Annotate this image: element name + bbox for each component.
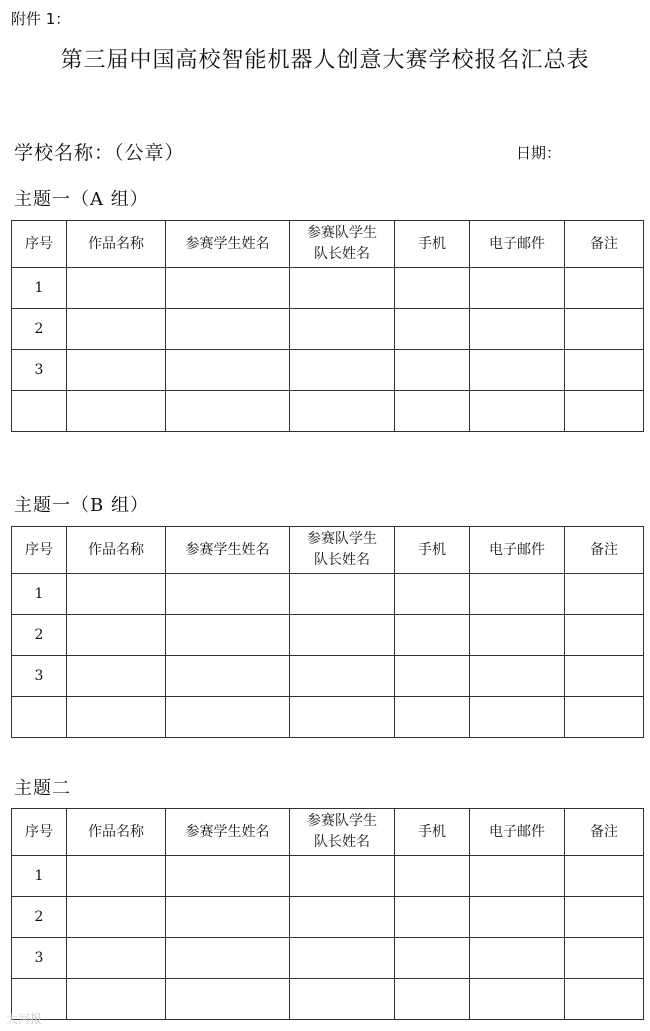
column-header: 参赛学生姓名	[166, 221, 290, 268]
entry-cell[interactable]	[166, 656, 290, 697]
registration-table	[11, 808, 644, 1020]
table-header-row	[12, 221, 644, 268]
row-number-cell: 1	[12, 856, 67, 897]
entry-cell[interactable]	[470, 697, 565, 738]
column-header: 序号	[12, 527, 67, 574]
entry-cell[interactable]	[67, 309, 166, 350]
column-header: 手机	[395, 527, 470, 574]
entry-cell[interactable]	[290, 574, 395, 615]
entry-cell[interactable]	[395, 350, 470, 391]
entry-cell[interactable]	[166, 897, 290, 938]
column-header: 手机	[395, 221, 470, 268]
section-heading: 主题一（B 组）	[14, 495, 149, 516]
table-row	[12, 979, 644, 1020]
entry-cell[interactable]	[565, 897, 644, 938]
entry-cell[interactable]	[166, 391, 290, 432]
section-heading: 主题一（A 组）	[14, 189, 149, 210]
entry-cell[interactable]	[565, 268, 644, 309]
entry-cell[interactable]	[67, 350, 166, 391]
registration-table	[11, 220, 644, 432]
entry-cell[interactable]	[166, 856, 290, 897]
entry-cell[interactable]	[470, 897, 565, 938]
entry-cell[interactable]	[166, 574, 290, 615]
table-row	[12, 309, 644, 350]
column-header: 备注	[565, 527, 644, 574]
entry-cell[interactable]	[166, 979, 290, 1020]
table-row	[12, 615, 644, 656]
entry-cell[interactable]	[395, 309, 470, 350]
entry-cell[interactable]	[470, 309, 565, 350]
entry-cell[interactable]	[565, 309, 644, 350]
column-header: 作品名称	[67, 221, 166, 268]
row-number-cell	[12, 391, 67, 432]
entry-cell[interactable]	[470, 615, 565, 656]
entry-cell[interactable]	[565, 574, 644, 615]
entry-cell[interactable]	[290, 979, 395, 1020]
column-header: 手机	[395, 809, 470, 856]
entry-cell[interactable]	[470, 574, 565, 615]
row-number-cell: 3	[12, 656, 67, 697]
row-number-cell: 3	[12, 350, 67, 391]
row-number-cell: 1	[12, 268, 67, 309]
entry-cell[interactable]	[290, 615, 395, 656]
entry-cell[interactable]	[470, 350, 565, 391]
entry-cell[interactable]	[470, 656, 565, 697]
date-label: 日期：	[516, 144, 562, 162]
column-header: 电子邮件	[470, 527, 565, 574]
entry-cell[interactable]	[67, 391, 166, 432]
watermark: 大河报	[6, 1012, 43, 1026]
registration-table	[11, 526, 644, 738]
entry-cell[interactable]	[67, 268, 166, 309]
entry-cell[interactable]	[565, 697, 644, 738]
column-header: 参赛队学生 队长姓名	[290, 221, 395, 268]
section-heading: 主题二	[14, 778, 71, 799]
entry-cell[interactable]	[395, 697, 470, 738]
entry-cell[interactable]	[166, 697, 290, 738]
row-number-cell	[12, 697, 67, 738]
column-header: 电子邮件	[470, 809, 565, 856]
entry-cell[interactable]	[166, 268, 290, 309]
entry-cell[interactable]	[565, 615, 644, 656]
entry-cell[interactable]	[290, 309, 395, 350]
row-number-cell: 2	[12, 309, 67, 350]
entry-cell[interactable]	[395, 268, 470, 309]
entry-cell[interactable]	[290, 350, 395, 391]
entry-cell[interactable]	[395, 656, 470, 697]
entry-cell[interactable]	[565, 656, 644, 697]
table-row	[12, 268, 644, 309]
entry-cell[interactable]	[395, 897, 470, 938]
entry-cell[interactable]	[565, 856, 644, 897]
entry-cell[interactable]	[166, 309, 290, 350]
entry-cell[interactable]	[290, 656, 395, 697]
entry-cell[interactable]	[470, 856, 565, 897]
entry-cell[interactable]	[67, 574, 166, 615]
entry-cell[interactable]	[67, 656, 166, 697]
column-header: 备注	[565, 809, 644, 856]
entry-cell[interactable]	[166, 615, 290, 656]
entry-cell[interactable]	[67, 897, 166, 938]
entry-cell[interactable]	[470, 938, 565, 979]
entry-cell[interactable]	[290, 856, 395, 897]
entry-cell[interactable]	[166, 350, 290, 391]
entry-cell[interactable]	[565, 391, 644, 432]
entry-cell[interactable]	[470, 979, 565, 1020]
table-header-row	[12, 809, 644, 856]
entry-cell[interactable]	[67, 856, 166, 897]
table-row	[12, 656, 644, 697]
table-row	[12, 574, 644, 615]
entry-cell[interactable]	[290, 268, 395, 309]
entry-cell[interactable]	[67, 938, 166, 979]
entry-cell[interactable]	[565, 350, 644, 391]
table-header-row	[12, 527, 644, 574]
table-row	[12, 938, 644, 979]
entry-cell[interactable]	[290, 391, 395, 432]
column-header: 作品名称	[67, 809, 166, 856]
entry-cell[interactable]	[395, 574, 470, 615]
column-header: 序号	[12, 809, 67, 856]
entry-cell[interactable]	[565, 979, 644, 1020]
entry-cell[interactable]	[290, 897, 395, 938]
row-number-cell: 1	[12, 574, 67, 615]
entry-cell[interactable]	[395, 979, 470, 1020]
table-row	[12, 897, 644, 938]
table-row	[12, 856, 644, 897]
entry-cell[interactable]	[67, 979, 166, 1020]
row-number-cell: 2	[12, 897, 67, 938]
entry-cell[interactable]	[290, 938, 395, 979]
column-header: 参赛学生姓名	[166, 527, 290, 574]
entry-cell[interactable]	[470, 268, 565, 309]
column-header: 序号	[12, 221, 67, 268]
school-name-label: 学校名称：（公章）	[14, 142, 185, 164]
attachment-label: 附件 1：	[11, 10, 71, 28]
entry-cell[interactable]	[67, 615, 166, 656]
entry-cell[interactable]	[395, 615, 470, 656]
entry-cell[interactable]	[470, 391, 565, 432]
column-header: 参赛学生姓名	[166, 809, 290, 856]
entry-cell[interactable]	[166, 938, 290, 979]
table-row	[12, 350, 644, 391]
column-header: 参赛队学生 队长姓名	[290, 809, 395, 856]
entry-cell[interactable]	[290, 697, 395, 738]
column-header: 作品名称	[67, 527, 166, 574]
page-title: 第三届中国高校智能机器人创意大赛学校报名汇总表	[60, 48, 590, 73]
entry-cell[interactable]	[67, 697, 166, 738]
column-header: 备注	[565, 221, 644, 268]
column-header: 电子邮件	[470, 221, 565, 268]
entry-cell[interactable]	[395, 938, 470, 979]
row-number-cell: 3	[12, 938, 67, 979]
entry-cell[interactable]	[395, 391, 470, 432]
column-header: 参赛队学生 队长姓名	[290, 527, 395, 574]
entry-cell[interactable]	[565, 938, 644, 979]
table-row	[12, 391, 644, 432]
entry-cell[interactable]	[395, 856, 470, 897]
table-row	[12, 697, 644, 738]
row-number-cell: 2	[12, 615, 67, 656]
